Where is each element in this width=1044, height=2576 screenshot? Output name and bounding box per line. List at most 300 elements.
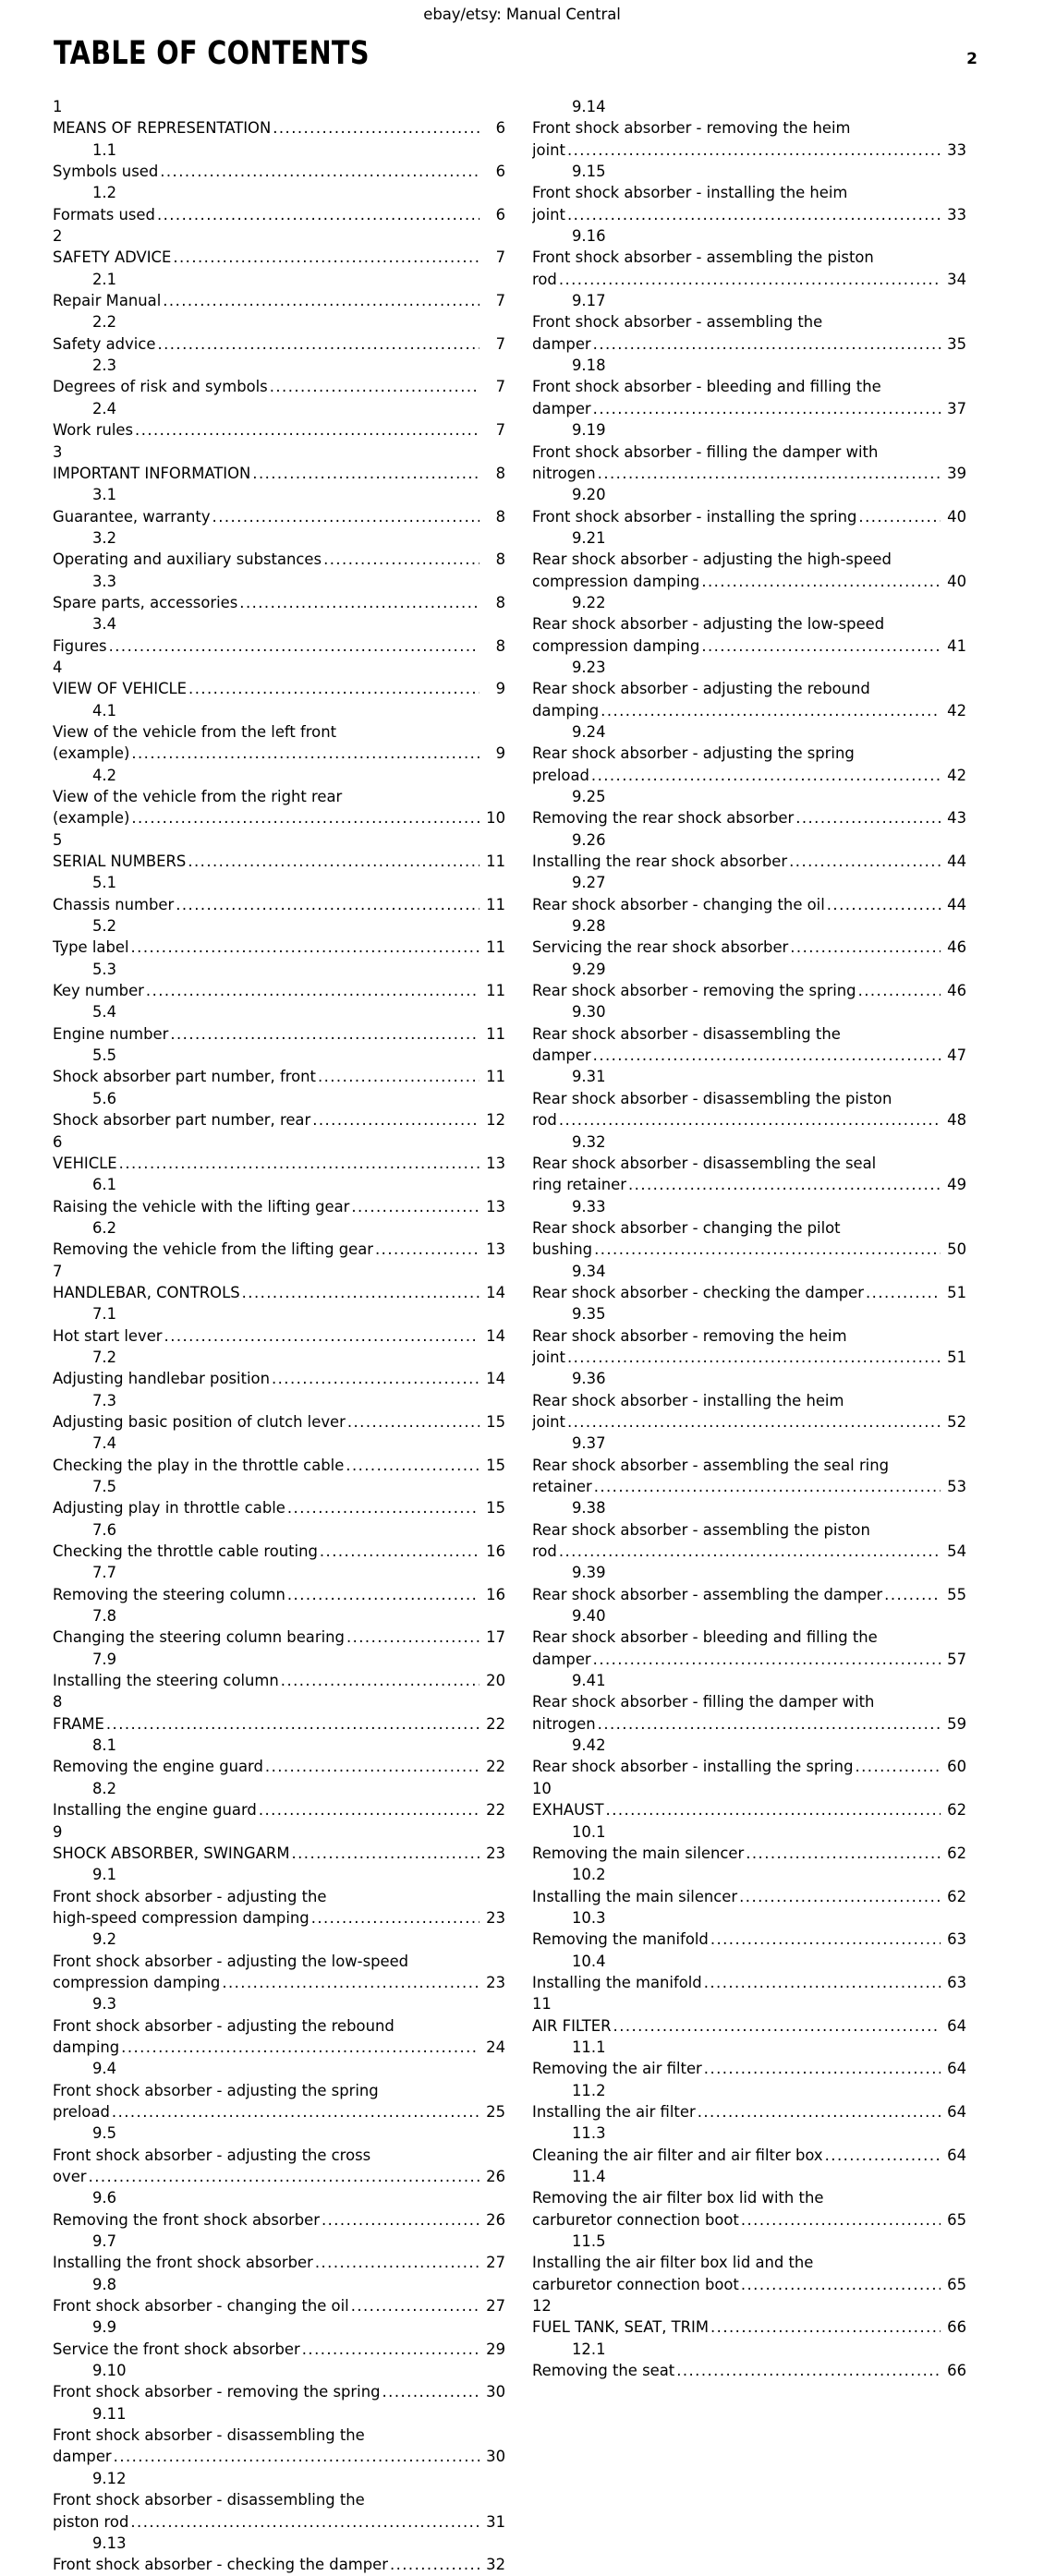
toc-entry[interactable]: [532, 829, 966, 873]
toc-entry[interactable]: [532, 721, 966, 786]
toc-entry-number: 9.33: [572, 1197, 606, 1215]
toc-entry-line-last: [532, 1045, 966, 1066]
toc-entry[interactable]: [532, 786, 966, 829]
toc-entry-line: [532, 1519, 966, 1541]
toc-entry-page: 42: [947, 766, 966, 784]
toc-entry[interactable]: [532, 1670, 966, 1735]
toc-entry-body: [53, 786, 505, 829]
toc-entry-line-last: [532, 269, 966, 290]
toc-entry[interactable]: [53, 2533, 505, 2576]
toc-entry-line: [532, 1455, 966, 1476]
toc-dot-leader: [559, 1109, 941, 1131]
toc-dot-leader: [170, 1023, 480, 1045]
toc-entry-title: Engine number: [53, 1024, 169, 1043]
toc-entry-line-last: [532, 807, 966, 828]
toc-entry-title: Chassis number: [53, 895, 175, 913]
toc-entry-page: 39: [947, 464, 966, 482]
toc-entry-body: [53, 1325, 505, 1347]
toc-entry-body: [53, 161, 505, 182]
toc-entry-number: 9.37: [572, 1434, 606, 1453]
toc-dot-leader: [591, 765, 941, 786]
toc-entry-number: 9.25: [572, 788, 606, 805]
toc-entry-body: [532, 1799, 966, 1820]
toc-entry[interactable]: [53, 1001, 505, 1045]
toc-dot-leader: [212, 506, 480, 527]
toc-dot-leader: [176, 894, 480, 915]
toc-entry-page: 27: [486, 2254, 505, 2272]
toc-dot-leader: [130, 2511, 480, 2533]
toc-entry-title: (example): [53, 809, 130, 828]
toc-entry[interactable]: [53, 1217, 505, 1261]
toc-entry-body: [53, 721, 505, 765]
toc-entry[interactable]: [532, 657, 966, 721]
toc-entry[interactable]: [53, 355, 505, 398]
toc-entry[interactable]: [53, 1131, 505, 1175]
toc-entry-number: 7.2: [92, 1348, 117, 1366]
toc-entry[interactable]: [53, 613, 505, 657]
toc-entry[interactable]: [532, 1497, 966, 1562]
toc-entry[interactable]: [532, 355, 966, 419]
toc-entry-page: 11: [486, 1068, 505, 1086]
toc-entry[interactable]: [53, 2403, 505, 2468]
toc-entry-line: [532, 743, 966, 764]
toc-entry-line-last: [53, 1282, 505, 1303]
toc-dot-leader: [567, 139, 941, 161]
toc-entry-line-last: [53, 1713, 505, 1735]
toc-entry-number: 4.1: [92, 701, 117, 720]
toc-entry-page: 14: [486, 1326, 505, 1345]
toc-entry-line-last: [532, 2058, 966, 2079]
toc-entry-page: 14: [486, 1370, 505, 1388]
toc-entry-page: 8: [495, 464, 505, 482]
toc-entry[interactable]: [532, 2080, 966, 2123]
toc-entry-number: 7.4: [92, 1434, 117, 1453]
toc-entry-number: 9.26: [572, 830, 606, 849]
toc-entry-title: (example): [53, 744, 130, 763]
toc-entry[interactable]: [532, 2122, 966, 2166]
toc-entry[interactable]: [53, 527, 505, 571]
toc-entry[interactable]: [532, 1001, 966, 1066]
toc-entry-number: 9.22: [572, 593, 606, 611]
toc-entry-body: [532, 1886, 966, 1907]
toc-entry[interactable]: [532, 484, 966, 527]
toc-entry-line-last: [53, 161, 505, 182]
toc-entry[interactable]: [532, 1433, 966, 1497]
toc-entry-number: 4.2: [92, 766, 117, 784]
toc-entry[interactable]: [532, 592, 966, 657]
toc-entry[interactable]: [532, 1368, 966, 1433]
toc-dot-leader: [593, 1045, 941, 1066]
toc-entry-line-last: [53, 851, 505, 872]
toc-entry[interactable]: [532, 96, 966, 161]
toc-dot-leader: [567, 1411, 941, 1433]
toc-entry-title: Rear shock absorber - installing the heim: [532, 1391, 844, 1409]
toc-entry-body: [53, 117, 505, 139]
toc-entry-line-last: [53, 2339, 505, 2360]
toc-entry-line-last: [53, 2037, 505, 2058]
toc-entry-line-last: [53, 1368, 505, 1389]
toc-entry-title: Installing the manifold: [532, 1973, 702, 1991]
toc-entry-line-last: [532, 2101, 966, 2122]
toc-dot-leader: [346, 1455, 480, 1476]
toc-entry-title: Rear shock absorber - installing the spring: [532, 1758, 854, 1776]
toc-entry-body: [53, 1843, 505, 1864]
toc-entry[interactable]: [53, 1691, 505, 1735]
toc-entry[interactable]: [53, 1476, 505, 1519]
toc-entry[interactable]: [532, 419, 966, 484]
toc-entry-line-last: [53, 419, 505, 441]
toc-dot-leader: [593, 398, 941, 419]
toc-dot-leader: [382, 2381, 480, 2402]
toc-entry-line-last: [532, 980, 966, 1001]
toc-entry[interactable]: [53, 959, 505, 1002]
toc-entry-title: Rear shock absorber - disassembling the seal: [532, 1154, 877, 1172]
toc-entry[interactable]: [53, 1649, 505, 1692]
toc-entry[interactable]: [53, 1778, 505, 1821]
toc-entry[interactable]: [53, 2187, 505, 2231]
toc-entry-body: [532, 1929, 966, 1950]
toc-entry[interactable]: [53, 441, 505, 485]
toc-dot-leader: [188, 678, 480, 699]
toc-entry[interactable]: [53, 2316, 505, 2360]
toc-entry-page: 14: [486, 1283, 505, 1301]
toc-entry[interactable]: [53, 765, 505, 829]
toc-entry-page: 6: [495, 119, 505, 138]
toc-entry-number: 9.23: [572, 658, 606, 676]
toc-entry-line-last: [53, 743, 505, 764]
toc-entry-number: 9.8: [92, 2275, 117, 2293]
toc-entry-line: [53, 721, 505, 743]
toc-entry-line-last: [532, 1411, 966, 1433]
toc-entry-title: Work rules: [53, 421, 134, 440]
toc-entry-number: 2: [53, 227, 63, 246]
toc-entry-title: Rear shock absorber - removing the spring: [532, 982, 856, 1000]
toc-entry-page: 65: [947, 2210, 966, 2229]
toc-dot-leader: [106, 1713, 480, 1735]
toc-entry[interactable]: [53, 2274, 505, 2317]
toc-entry-title: Removing the air filter: [532, 2060, 702, 2078]
toc-entry-body: [532, 549, 966, 592]
toc-entry-line: [532, 549, 966, 570]
toc-entry[interactable]: [532, 1864, 966, 1907]
toc-entry-title: View of the vehicle from the left front: [53, 722, 337, 741]
toc-entry-body: [53, 2425, 505, 2468]
toc-entry[interactable]: [532, 915, 966, 959]
toc-entry-number: 10.4: [572, 1952, 606, 1970]
toc-entry-title: damper: [53, 2448, 112, 2466]
toc-entry[interactable]: [53, 96, 505, 139]
toc-entry-body: [532, 441, 966, 485]
toc-entry[interactable]: [53, 225, 505, 269]
toc-entry-line: [53, 2080, 505, 2101]
toc-dot-leader: [795, 807, 941, 828]
toc-entry-body: [53, 1411, 505, 1433]
toc-entry-title: nitrogen: [532, 1714, 596, 1733]
toc-entry[interactable]: [53, 1993, 505, 2058]
toc-entry-body: [53, 2145, 505, 2188]
toc-entry-number: 11.2: [572, 2081, 606, 2099]
toc-entry-page: 15: [486, 1412, 505, 1431]
toc-entry[interactable]: [53, 1433, 505, 1476]
toc-entry-body: [53, 2209, 505, 2231]
toc-entry-page: 22: [486, 1758, 505, 1776]
toc-entry-page: 24: [486, 2038, 505, 2056]
toc-entry[interactable]: [532, 1131, 966, 1196]
toc-entry-title: Key number: [53, 982, 144, 1000]
toc-entry-title: Removing the rear shock absorber: [532, 809, 795, 828]
toc-entry-title: Rear shock absorber - changing the oil: [532, 895, 825, 913]
toc-entry-title: Front shock absorber - adjusting the rebound: [53, 2016, 395, 2035]
toc-entry-line-last: [53, 1325, 505, 1347]
toc-entry[interactable]: [53, 2122, 505, 2187]
toc-entry[interactable]: [53, 1045, 505, 1088]
toc-entry-title: VIEW OF VEHICLE: [53, 680, 188, 698]
toc-entry-number: 10.1: [572, 1822, 606, 1841]
toc-entry-body: [532, 376, 966, 419]
toc-entry-page: 51: [947, 1283, 966, 1301]
toc-entry-line-last: [532, 1713, 966, 1735]
toc-entry-title: Rear shock absorber - bleeding and filling the: [532, 1628, 878, 1647]
toc-entry-body: [532, 807, 966, 828]
toc-dot-leader: [281, 1670, 480, 1691]
toc-entry[interactable]: [532, 1993, 966, 2037]
toc-entry[interactable]: [53, 700, 505, 765]
toc-entry[interactable]: [53, 1347, 505, 1390]
toc-entry[interactable]: [532, 1907, 966, 1951]
toc-entry-line: [532, 441, 966, 463]
toc-dot-leader: [559, 269, 941, 290]
toc-entry-page: 52: [947, 1412, 966, 1431]
toc-entry[interactable]: [53, 182, 505, 225]
toc-entry-page: 59: [947, 1714, 966, 1733]
toc-entry[interactable]: [532, 1735, 966, 1778]
toc-dot-leader: [287, 1584, 480, 1605]
toc-entry-number: 9.5: [92, 2124, 117, 2143]
toc-entry-page: 20: [486, 1672, 505, 1690]
toc-entry-number: 2.1: [92, 270, 117, 288]
toc-dot-leader: [567, 1347, 941, 1368]
toc-entry[interactable]: [53, 1390, 505, 1433]
toc-entry[interactable]: [532, 1261, 966, 1304]
toc-entry[interactable]: [532, 959, 966, 1002]
toc-entry[interactable]: [532, 2166, 966, 2231]
toc-entry-line-last: [53, 1497, 505, 1518]
toc-entry-line-last: [532, 204, 966, 225]
toc-entry-title: damper: [532, 399, 591, 417]
toc-entry-number: 12: [532, 2297, 552, 2316]
toc-entry-number: 9.3: [92, 1995, 117, 2014]
toc-entry-number: 9.6: [92, 2189, 117, 2207]
toc-entry-title: rod: [532, 1542, 557, 1561]
toc-entry-page: 54: [947, 1542, 966, 1561]
toc-entry-page: 62: [947, 1887, 966, 1905]
toc-dot-leader: [320, 1541, 480, 1562]
toc-entry-body: [53, 937, 505, 958]
toc-entry-number: 9.34: [572, 1262, 606, 1280]
toc-entry[interactable]: [53, 2058, 505, 2122]
toc-entry-body: [53, 549, 505, 570]
toc-entry-page: 65: [947, 2275, 966, 2293]
toc-entry[interactable]: [53, 1303, 505, 1347]
toc-dot-leader: [222, 1972, 480, 1993]
toc-entry-body: [53, 1109, 505, 1131]
toc-entry[interactable]: [53, 269, 505, 312]
toc-entry[interactable]: [53, 872, 505, 915]
toc-entry-title: Guarantee, warranty: [53, 507, 211, 526]
toc-entry[interactable]: [53, 1605, 505, 1649]
toc-entry[interactable]: [532, 1066, 966, 1131]
toc-entry[interactable]: [53, 571, 505, 614]
toc-dot-leader: [291, 1843, 480, 1864]
toc-entry[interactable]: [532, 1303, 966, 1368]
toc-entry[interactable]: [53, 1519, 505, 1563]
toc-entry[interactable]: [532, 1605, 966, 1670]
toc-entry[interactable]: [53, 484, 505, 527]
toc-entry-page: 12: [486, 1111, 505, 1130]
toc-entry[interactable]: [53, 1821, 505, 1865]
toc-entry-title: IMPORTANT INFORMATION: [53, 464, 251, 482]
toc-entry-body: [532, 851, 966, 872]
toc-entry-page: 8: [495, 636, 505, 655]
toc-entry-line-last: [53, 1066, 505, 1087]
toc-entry-title: Degrees of risk and symbols: [53, 378, 268, 396]
toc-entry-number: 9.39: [572, 1564, 606, 1582]
toc-entry-body: [532, 506, 966, 527]
toc-entry-page: 11: [486, 853, 505, 871]
toc-entry-number: 9.28: [572, 917, 606, 936]
toc-entry[interactable]: [532, 1196, 966, 1261]
toc-entry-body: [53, 1799, 505, 1820]
toc-entry-page: 33: [947, 140, 966, 159]
toc-entry[interactable]: [53, 2360, 505, 2403]
toc-entry[interactable]: [532, 872, 966, 915]
toc-entry-title: Removing the engine guard: [53, 1758, 263, 1776]
toc-entry-line: [532, 376, 966, 397]
toc-entry-body: [53, 463, 505, 484]
toc-entry-number: 6.1: [92, 1176, 117, 1194]
toc-entry[interactable]: [532, 1562, 966, 1605]
toc-entry[interactable]: [532, 1951, 966, 1994]
toc-entry-body: [532, 1519, 966, 1563]
toc-entry[interactable]: [53, 398, 505, 441]
toc-entry-page: 16: [486, 1585, 505, 1603]
toc-dot-leader: [559, 1541, 941, 1562]
toc-entry-number: 9.15: [572, 163, 606, 181]
toc-entry-body: [532, 1390, 966, 1433]
toc-entry[interactable]: [532, 1821, 966, 1865]
toc-entry[interactable]: [532, 1778, 966, 1821]
toc-entry[interactable]: [53, 2231, 505, 2274]
toc-entry[interactable]: [532, 2037, 966, 2080]
toc-entry[interactable]: [53, 1929, 505, 1993]
toc-dot-leader: [704, 2058, 941, 2079]
toc-entry-title: Rear shock absorber - adjusting the high-speed: [532, 550, 892, 569]
toc-entry-line-last: [53, 2446, 505, 2467]
toc-entry-page: 48: [947, 1111, 966, 1130]
toc-entry[interactable]: [53, 1864, 505, 1929]
toc-dot-leader: [866, 1282, 941, 1303]
toc-dot-leader: [164, 1325, 480, 1347]
toc-entry-line-last: [532, 1799, 966, 1820]
toc-dot-leader: [704, 1972, 941, 1993]
toc-entry-line-last: [532, 398, 966, 419]
toc-entry[interactable]: [532, 161, 966, 225]
toc-entry[interactable]: [53, 139, 505, 183]
toc-entry-line-last: [53, 1972, 505, 1993]
toc-entry-body: [53, 333, 505, 355]
toc-entry[interactable]: [532, 527, 966, 592]
toc-entry-line-last: [53, 1907, 505, 1929]
toc-entry-line-last: [532, 1541, 966, 1562]
running-head: ebay/etsy: Manual Central: [423, 6, 621, 23]
toc-entry-line: [53, 2489, 505, 2510]
toc-entry[interactable]: [53, 1562, 505, 1605]
toc-entry-number: 11.3: [572, 2124, 606, 2143]
toc-entry-title: Type label: [53, 938, 129, 957]
toc-dot-leader: [318, 1066, 480, 1087]
toc-entry-title: Spare parts, accessories: [53, 593, 238, 611]
toc-entry-number: 9.10: [92, 2362, 127, 2380]
toc-entry[interactable]: [532, 2295, 966, 2339]
toc-entry-line-last: [532, 2316, 966, 2338]
toc-entry-title: AIR FILTER: [532, 2016, 612, 2035]
toc-entry-line-last: [532, 2015, 966, 2037]
toc-entry-body: [53, 247, 505, 268]
toc-entry-page: 7: [495, 292, 505, 310]
toc-entry[interactable]: [532, 290, 966, 355]
toc-entry-body: [532, 2252, 966, 2295]
toc-entry-number: 3.1: [92, 486, 117, 504]
toc-entry[interactable]: [532, 2231, 966, 2295]
toc-entry-page: 7: [495, 378, 505, 396]
toc-entry-line-last: [53, 2166, 505, 2187]
toc-entry-title: Rear shock absorber - disassembling the: [532, 1024, 841, 1043]
toc-entry-title: Raising the vehicle with the lifting gear: [53, 1197, 350, 1215]
toc-entry[interactable]: [53, 829, 505, 873]
toc-entry-body: [532, 1756, 966, 1777]
toc-entry[interactable]: [53, 311, 505, 355]
toc-entry[interactable]: [532, 225, 966, 290]
toc-dot-leader: [710, 1929, 941, 1950]
toc-entry[interactable]: [53, 1174, 505, 1217]
toc-entry-title: Installing the air filter: [532, 2102, 696, 2121]
toc-entry-body: [532, 2058, 966, 2079]
toc-entry[interactable]: [532, 2339, 966, 2382]
toc-entry[interactable]: [53, 1088, 505, 1131]
toc-entry-page: 34: [947, 270, 966, 288]
toc-entry[interactable]: [53, 1735, 505, 1778]
toc-entry[interactable]: [53, 915, 505, 959]
toc-dot-leader: [594, 1239, 941, 1260]
toc-entry-page: 8: [495, 593, 505, 611]
toc-entry-line: [532, 1088, 966, 1109]
toc-entry-title: Removing the air filter box lid with the: [532, 2189, 824, 2207]
toc-entry-line-last: [53, 2101, 505, 2122]
toc-entry-number: 9.36: [572, 1370, 606, 1388]
toc-entry-title: Rear shock absorber - adjusting the low-speed: [532, 615, 885, 634]
toc-entry-page: 22: [486, 1714, 505, 1733]
toc-entry-title: Rear shock absorber - adjusting the rebound: [532, 680, 870, 698]
toc-entry-page: 40: [947, 572, 966, 590]
toc-entry[interactable]: [53, 2468, 505, 2533]
toc-entry[interactable]: [53, 1261, 505, 1304]
toc-entry-title: Rear shock absorber - assembling the damper: [532, 1585, 883, 1603]
toc-dot-leader: [109, 635, 480, 657]
toc-entry-line-last: [53, 376, 505, 397]
toc-entry[interactable]: [53, 657, 505, 700]
toc-entry-line: [532, 1691, 966, 1712]
toc-entry-line-last: [53, 117, 505, 139]
